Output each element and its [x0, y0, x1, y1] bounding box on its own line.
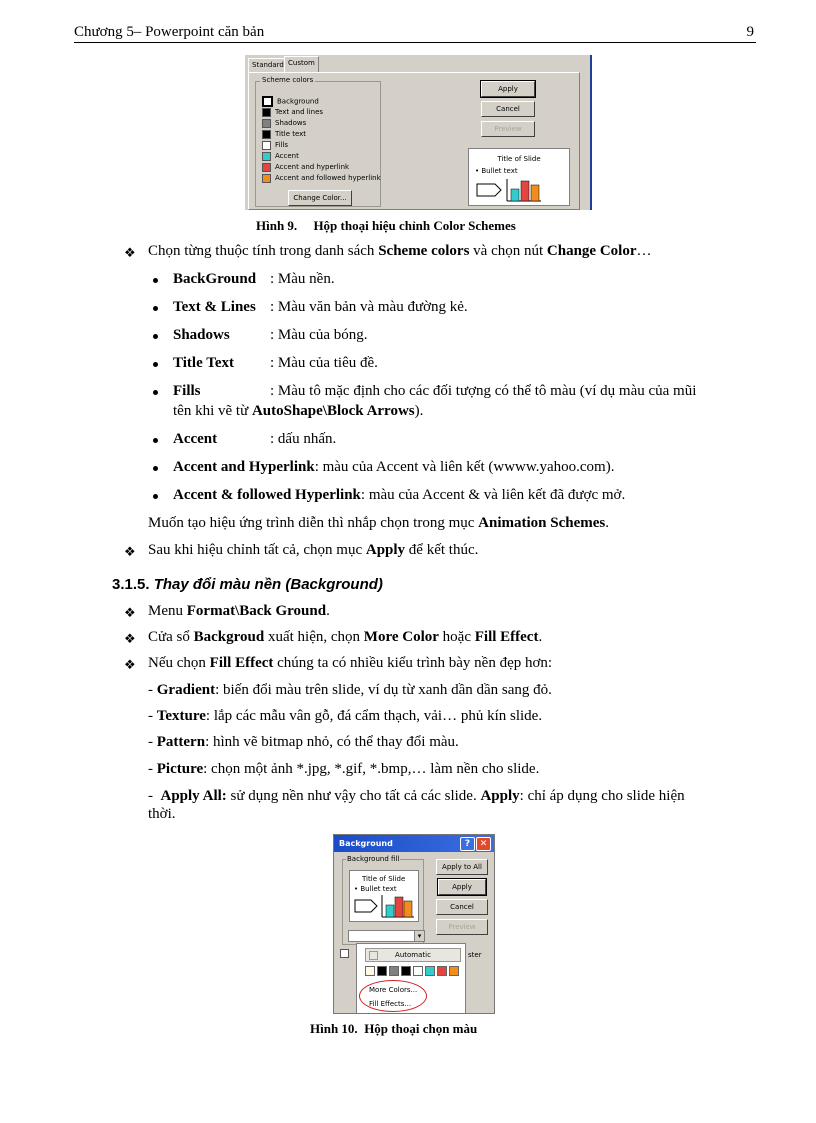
preview-title: Title of Slide	[362, 875, 406, 883]
para-menu: Menu Format\Back Ground.	[148, 603, 330, 619]
item-accent-desc: : dấu nhấn.	[270, 431, 337, 447]
more-colors-option[interactable]: More Colors...	[369, 986, 418, 994]
item-apply-all: - Apply All: sử dụng nền như vậy cho tất cả các slide. Apply: chỉ áp dụng cho slide hiện	[148, 788, 685, 804]
caption-text: Hộp thoại chọn màu	[364, 1021, 478, 1036]
swatch	[262, 141, 271, 150]
scheme-item-accent[interactable]	[262, 151, 299, 161]
bullet-dot	[153, 306, 158, 311]
diamond-bullet-icon: ❖	[124, 631, 136, 646]
bullet-dot	[153, 334, 158, 339]
bullet-dot	[153, 466, 158, 471]
automatic-swatch	[369, 951, 378, 960]
item-text-lines-desc: : Màu văn bản và màu đường kẻ.	[270, 299, 468, 315]
tab-standard[interactable]: Standard	[248, 58, 288, 72]
color-chip[interactable]	[377, 966, 387, 976]
tab-custom[interactable]: Custom	[284, 56, 319, 72]
item-title-text-desc: : Màu của tiêu đề.	[270, 355, 378, 371]
item-background: BackGround	[173, 271, 257, 287]
page-header	[74, 22, 756, 43]
scheme-item-label: Fills	[275, 141, 288, 149]
preview-bullet: • Bullet text	[354, 885, 397, 893]
para-apply: Sau khi hiệu chỉnh tất cả, chọn mục Apply để kết thúc.	[148, 542, 479, 558]
item-fills: Fills	[173, 383, 201, 399]
item-apply-all-cont: thời.	[148, 806, 176, 822]
diamond-bullet-icon: ❖	[124, 245, 136, 260]
omit-master-checkbox[interactable]	[340, 949, 349, 958]
item-pattern: - Pattern: hình vẽ bitmap nhỏ, có thể thay đổi màu.	[148, 734, 459, 750]
cancel-button[interactable]: Cancel	[481, 101, 535, 117]
item-picture: - Picture: chọn một ảnh *.jpg, *.gif, *.bmp,… làm nền cho slide.	[148, 761, 540, 777]
scheme-item-background[interactable]	[262, 96, 319, 106]
apply-button[interactable]: Apply	[481, 81, 535, 97]
item-title-text: Title Text	[173, 355, 234, 371]
color-palette	[365, 966, 461, 978]
bar-accent	[511, 189, 519, 201]
chapter-title: Chương 5– Powerpoint căn bản	[74, 24, 265, 40]
bar-hyperlink	[395, 897, 403, 917]
help-icon[interactable]: ?	[460, 837, 475, 851]
para-animation: Muốn tạo hiệu ứng trình diễn thì nhắp chọn trong mục Animation Schemes.	[148, 515, 610, 531]
scheme-item-fills[interactable]	[262, 140, 288, 150]
swatch	[262, 119, 271, 128]
fill-effects-option[interactable]: Fill Effects...	[369, 1000, 412, 1008]
item-accent-hyperlink: Accent and Hyperlink: màu của Accent và liên kết (wwww.yahoo.com).	[173, 459, 615, 475]
swatch	[262, 108, 271, 117]
figure-10-caption	[310, 1021, 477, 1037]
apply-button[interactable]: Apply	[438, 879, 486, 895]
item-fills-desc: : Màu tô mặc định cho các đối tượng có thể tô màu (ví dụ màu của mũi	[270, 383, 697, 399]
swatch	[262, 152, 271, 161]
chevron-down-icon[interactable]: ▾	[414, 931, 424, 941]
preview-bullet-text: Bullet text	[481, 167, 518, 175]
bullet-dot	[153, 390, 158, 395]
arrow-shape	[355, 900, 377, 912]
bar-hyperlink	[521, 181, 529, 201]
bullet-dot	[153, 362, 158, 367]
swatch	[262, 96, 273, 107]
bullet-dot	[153, 278, 158, 283]
dialog-titlebar	[334, 835, 494, 852]
item-shadows-desc: : Màu của bóng.	[270, 327, 368, 343]
para-fill-effect: Nếu chọn Fill Effect chúng ta có nhiều kiểu trình bày nền đẹp hơn:	[148, 655, 553, 671]
color-menu	[356, 943, 466, 1014]
diamond-bullet-icon: ❖	[124, 544, 136, 559]
color-chip[interactable]	[425, 966, 435, 976]
scheme-colors-label: Scheme colors	[262, 76, 314, 84]
preview-bullet: • Bullet text	[475, 167, 518, 175]
scheme-preview	[468, 148, 570, 206]
automatic-option[interactable]	[365, 948, 461, 962]
apply-to-all-button[interactable]: Apply to All	[436, 859, 488, 875]
bar-followed	[404, 901, 412, 917]
omit-master-fragment: ster	[468, 951, 482, 959]
bullet-dot	[153, 494, 158, 499]
bullet-dot	[153, 438, 158, 443]
scheme-item-label: Background	[277, 97, 319, 106]
change-color-button[interactable]: Change Color...	[288, 190, 352, 206]
diamond-bullet-icon: ❖	[124, 605, 136, 620]
caption-text: Hộp thoại hiệu chỉnh Color Schemes	[313, 218, 516, 233]
fill-color-dropdown[interactable]	[348, 930, 425, 942]
item-text-lines: Text & Lines	[173, 299, 256, 315]
preview-title: Title of Slide	[497, 155, 541, 163]
item-shadows: Shadows	[173, 327, 230, 343]
preview-bullet-text: Bullet text	[360, 885, 397, 893]
scheme-colors-group	[255, 76, 381, 207]
item-accent-followed: Accent & followed Hyperlink: màu của Accent & và liên kết đã được mở.	[173, 487, 626, 503]
cancel-button[interactable]: Cancel	[436, 899, 488, 915]
scheme-item-label: Title text	[275, 130, 307, 138]
color-chip[interactable]	[365, 966, 375, 976]
swatch	[262, 130, 271, 139]
close-icon[interactable]: ✕	[476, 837, 491, 851]
preview-button[interactable]: Preview	[481, 121, 535, 137]
scheme-item-label: Text and lines	[275, 108, 324, 116]
highlight-ellipse	[359, 980, 427, 1012]
automatic-label: Automatic	[395, 951, 431, 959]
color-chip[interactable]	[401, 966, 411, 976]
caption-number: Hình 10.	[310, 1021, 358, 1036]
para-window: Cửa sổ Backgroud xuất hiện, chọn More Color hoặc Fill Effect.	[148, 629, 543, 645]
item-accent: Accent	[173, 431, 218, 447]
bar-accent	[386, 905, 394, 917]
item-gradient: - Gradient: biến đổi màu trên slide, ví dụ từ xanh dần dần sang đỏ.	[148, 682, 552, 698]
figure-9-caption	[256, 218, 516, 234]
caption-number: Hình 9.	[256, 218, 298, 233]
preview-graphic	[354, 893, 416, 919]
custom-panel	[248, 72, 580, 210]
scheme-item-label: Shadows	[275, 119, 307, 127]
color-chip[interactable]	[437, 966, 447, 976]
page-number: 9	[746, 24, 754, 40]
preview-graphic	[475, 177, 565, 203]
swatch	[262, 174, 271, 183]
color-chip[interactable]	[389, 966, 399, 976]
diamond-bullet-icon: ❖	[124, 657, 136, 672]
para-scheme-colors: Chọn từng thuộc tính trong danh sách Scheme colors và chọn nút Change Color…	[148, 243, 652, 259]
color-chip[interactable]	[413, 966, 423, 976]
item-texture: - Texture: lắp các mẫu vân gỗ, đá cẩm thạch, vải… phủ kín slide.	[148, 708, 543, 724]
background-dialog	[333, 834, 495, 1014]
item-background-desc: : Màu nền.	[270, 271, 335, 287]
bar-followed	[531, 185, 539, 201]
arrow-shape	[477, 184, 501, 196]
preview-button[interactable]: Preview	[436, 919, 488, 935]
color-chip[interactable]	[449, 966, 459, 976]
scheme-item-title-text[interactable]	[262, 129, 306, 139]
scheme-item-accent-hyperlink[interactable]	[262, 162, 349, 172]
scheme-item-accent-followed[interactable]	[262, 173, 381, 183]
color-scheme-dialog	[245, 55, 592, 210]
item-fills-cont: tên khi vẽ từ AutoShape\Block Arrows).	[173, 403, 424, 419]
dialog-title: Background	[339, 839, 393, 848]
scheme-item-label: Accent and hyperlink	[275, 163, 350, 171]
swatch	[262, 163, 271, 172]
scheme-item-text-lines[interactable]	[262, 107, 323, 117]
fill-preview	[349, 870, 419, 922]
background-fill-label: Background fill	[347, 855, 400, 863]
scheme-item-label: Accent	[275, 152, 299, 160]
section-heading: 3.1.5. Thay đổi màu nền (Background)	[112, 576, 383, 593]
scheme-item-label: Accent and followed hyperlink	[275, 174, 381, 182]
scheme-item-shadows[interactable]	[262, 118, 306, 128]
